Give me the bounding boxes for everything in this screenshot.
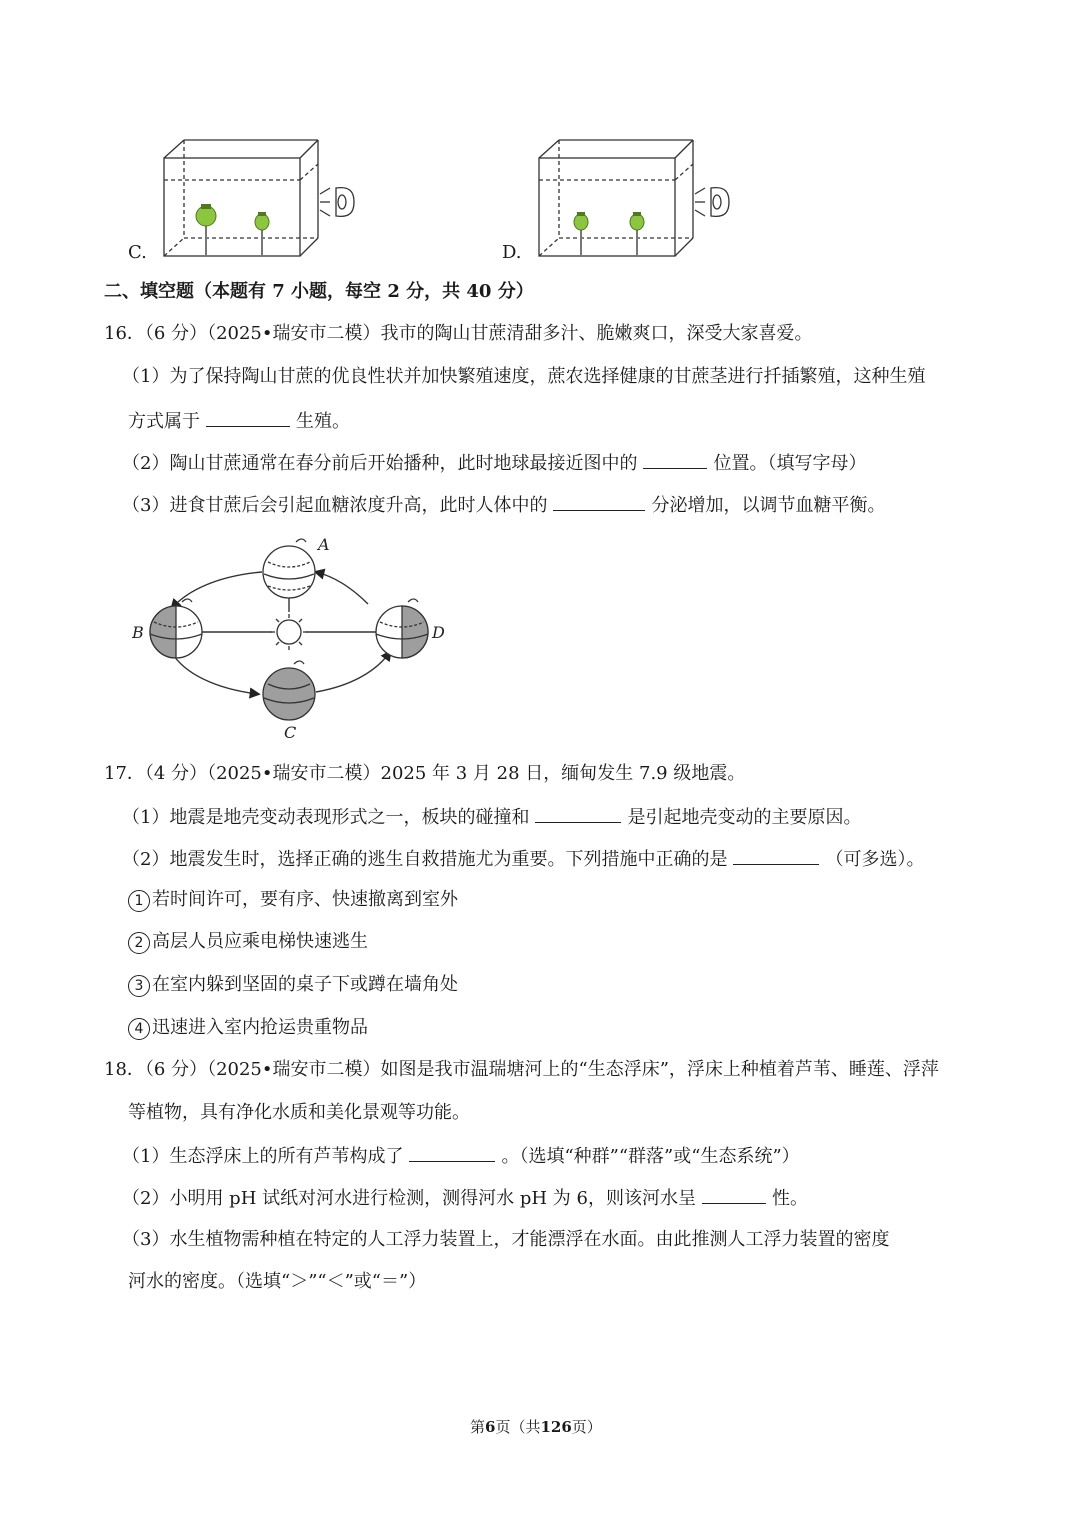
option-text: 在室内躲到坚固的桌子下或蹲在墙角处	[152, 974, 458, 995]
plant-left	[574, 212, 588, 256]
text: （1）生态浮床上的所有芦苇构成了	[122, 1146, 404, 1167]
q18-part3-line2: 河水的密度。（选填“＞”“＜”或“＝”）	[128, 1271, 427, 1292]
answer-blank[interactable]	[702, 1185, 766, 1204]
q17-stem: 17．（4 分）（2025•瑞安市二模）2025 年 3 月 28 日，缅甸发生 7.9 级地震。	[104, 763, 746, 784]
q16-part3	[122, 492, 885, 518]
sun-icon	[271, 614, 307, 650]
earth-a-icon	[263, 539, 315, 598]
earth-orbit-diagram	[128, 528, 458, 746]
q17-option-3	[128, 973, 458, 997]
q18-part3-line1: （3）水生植物需种植在特定的人工浮力装置上，才能漂浮在水面。由此推测人工浮力装置的密度	[122, 1229, 890, 1250]
plant-left	[196, 204, 216, 256]
text: 。（选填“种群”“群落”或“生态系统”）	[501, 1146, 800, 1167]
option-number: 2	[128, 932, 150, 954]
text: （2）小明用 pH 试纸对河水进行检测，测得河水 pH 为 6，则该河水呈	[122, 1188, 696, 1209]
section-heading: 二、填空题（本题有 7 小题，每空 2 分，共 40 分）	[104, 281, 534, 302]
q16-stem: 16．（6 分）（2025•瑞安市二模）我市的陶山甘蔗清甜多汁、脆嫩爽口，深受大家喜爱。	[104, 323, 813, 344]
option-number: 3	[128, 975, 150, 997]
text: （2）陶山甘蔗通常在春分前后开始播种，此时地球最接近图中的	[122, 453, 638, 474]
q18-stem-line1: 18．（6 分）（2025•瑞安市二模）如图是我市温瑞塘河上的“生态浮床”，浮床上种植着芦苇、睡莲、浮萍	[104, 1059, 939, 1080]
answer-blank[interactable]	[206, 408, 290, 427]
q18-part2	[122, 1185, 808, 1211]
text: 性。	[771, 1188, 808, 1209]
option-number: 1	[128, 890, 150, 912]
label-d: D	[432, 623, 445, 642]
current-page: 6	[485, 1418, 496, 1436]
text: （可多选）。	[825, 849, 925, 870]
answer-blank[interactable]	[553, 492, 645, 511]
footer-text: 页（共	[495, 1418, 541, 1436]
text: 生殖。	[296, 411, 350, 432]
text: （3）进食甘蔗后会引起血糖浓度升高，此时人体中的	[122, 495, 548, 516]
footer-text: 页）	[571, 1418, 602, 1436]
q17-option-4	[128, 1016, 368, 1040]
q17-option-1	[128, 888, 458, 912]
text: 是引起地壳变动的主要原因。	[627, 807, 862, 828]
text: 分泌增加，以调节血糖平衡。	[651, 495, 886, 516]
text: 位置。（填写字母）	[713, 453, 867, 474]
label-b: B	[132, 623, 144, 642]
answer-blank[interactable]	[535, 804, 621, 823]
answer-blank[interactable]	[643, 450, 707, 469]
total-pages: 126	[540, 1418, 572, 1436]
text: （1）地震是地壳变动表现形式之一，板块的碰撞和	[122, 807, 530, 828]
q17-part2	[122, 846, 924, 872]
q16-part2	[122, 450, 866, 476]
plant-right	[255, 212, 269, 256]
option-number: 4	[128, 1018, 150, 1040]
figure-option-d	[525, 132, 745, 262]
earth-c-icon	[263, 661, 315, 720]
q17-part1	[122, 804, 861, 830]
answer-blank[interactable]	[733, 846, 819, 865]
plant-right	[630, 212, 644, 256]
q18-stem-line2: 等植物，具有净化水质和美化景观等功能。	[128, 1102, 470, 1123]
lamp-icon	[320, 188, 354, 217]
option-text: 若时间许可，要有序、快速撤离到室外	[152, 889, 458, 910]
option-text: 迅速进入室内抢运贵重物品	[152, 1017, 368, 1038]
q17-option-2	[128, 930, 368, 954]
text: 方式属于	[128, 411, 200, 432]
lamp-icon	[695, 188, 729, 217]
page-footer	[470, 1416, 602, 1437]
label-a: A	[318, 535, 330, 554]
earth-b-icon	[150, 599, 202, 658]
label-c: C	[284, 723, 297, 742]
q16-part1-line1: （1）为了保持陶山甘蔗的优良性状并加快繁殖速度，蔗农选择健康的甘蔗茎进行扦插繁殖，这种生殖	[122, 366, 926, 387]
footer-text: 第	[470, 1418, 486, 1436]
option-text: 高层人员应乘电梯快速逃生	[152, 931, 368, 952]
q16-part1-line2	[128, 408, 350, 434]
option-c-label: C.	[128, 242, 147, 263]
earth-d-icon	[376, 599, 428, 658]
answer-blank[interactable]	[409, 1143, 495, 1162]
q18-part1	[122, 1143, 800, 1169]
figure-option-c	[150, 132, 370, 262]
option-d-label: D.	[502, 242, 522, 263]
text: （2）地震发生时，选择正确的逃生自救措施尤为重要。下列措施中正确的是	[122, 849, 728, 870]
